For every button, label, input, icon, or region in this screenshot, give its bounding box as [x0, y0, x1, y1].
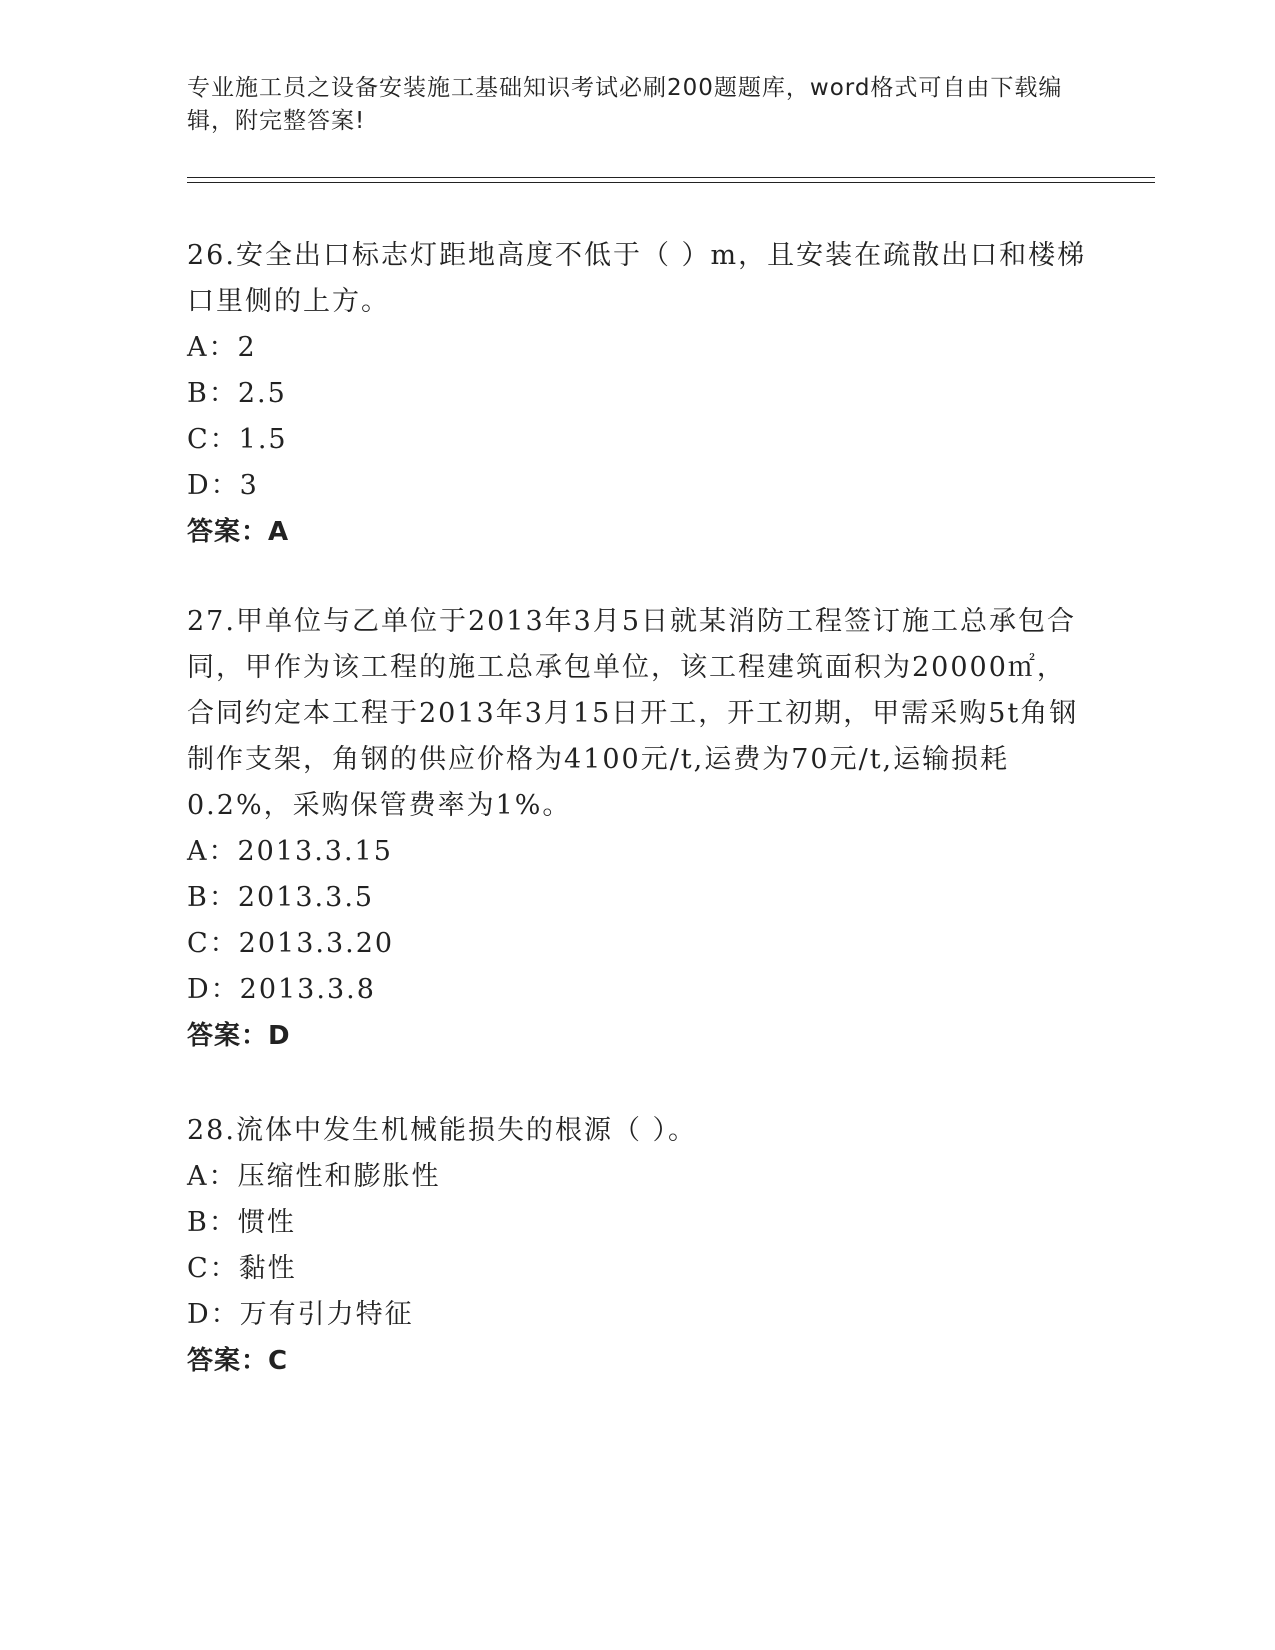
- option-b: B：惯性: [187, 1207, 296, 1238]
- answer-line: 答案：C: [187, 1346, 289, 1376]
- document-header: 专业施工员之设备安装施工基础知识考试必刷200题题库，word格式可自由下载编辑，附完整答案!: [187, 75, 1063, 134]
- answer-line: 答案：D: [187, 1021, 291, 1051]
- option-a: A：压缩性和膨胀性: [187, 1161, 441, 1192]
- option-d: D：2013.3.8: [187, 974, 376, 1005]
- option-d: D：3: [187, 470, 259, 501]
- option-c: C：黏性: [187, 1253, 297, 1284]
- question-stem: 27.甲单位与乙单位于2013年3月5日就某消防工程签订施工总承包合同，甲作为该工程的施工总承包单位，该工程建筑面积为20000㎡，合同约定本工程于2013年3月15日开工，开工初期，甲需采购5t角钢制作支架，角钢的供应价格为4100元/t,运费为70元/t,运输损耗0.2%，采购保管费率为1%。: [187, 606, 1079, 821]
- option-c: C：1.5: [187, 424, 288, 455]
- header-divider-line: [187, 182, 1155, 183]
- option-b: B：2013.3.5: [187, 882, 375, 913]
- option-c: C：2013.3.20: [187, 928, 395, 959]
- question-block: [187, 233, 1087, 555]
- answer-line: 答案：A: [187, 517, 290, 547]
- question-block: [187, 1108, 1087, 1384]
- question-stem: 28.流体中发生机械能损失的根源（ ）。: [187, 1115, 698, 1146]
- option-d: D：万有引力特征: [187, 1299, 414, 1330]
- option-a: A：2013.3.15: [187, 836, 393, 867]
- question-block: [187, 599, 1087, 1059]
- option-a: A：2: [187, 332, 257, 363]
- option-b: B：2.5: [187, 378, 287, 409]
- question-stem: 26.安全出口标志灯距地高度不低于（ ）m，且安装在疏散出口和楼梯口里侧的上方。: [187, 240, 1087, 317]
- header-divider-line: [187, 177, 1155, 178]
